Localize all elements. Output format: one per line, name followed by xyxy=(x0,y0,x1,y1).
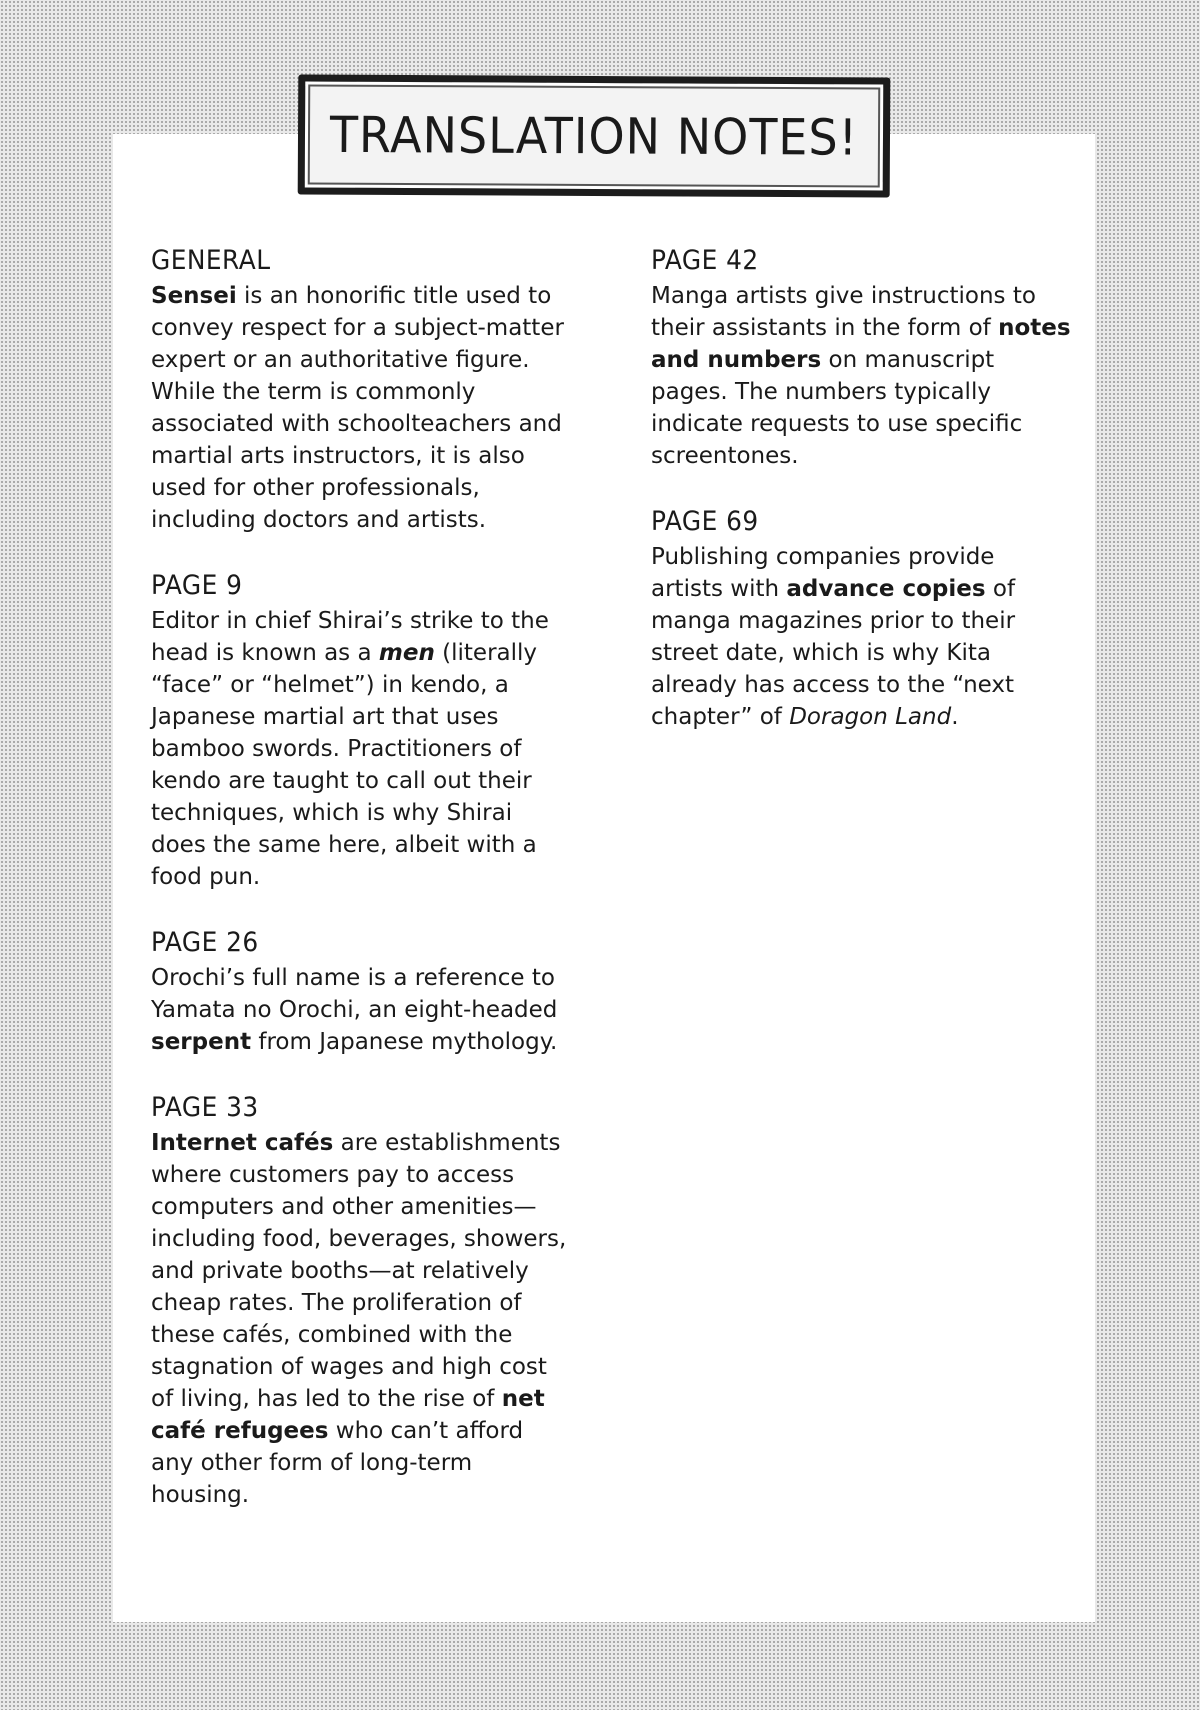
note-heading: PAGE 69 xyxy=(651,506,759,537)
note-section xyxy=(151,926,571,1058)
note-body xyxy=(151,1127,571,1511)
note-text: on manuscript pages. The numbers typically indicate requests to use specific screentones. xyxy=(651,347,1023,469)
note-body xyxy=(651,541,1071,733)
note-body xyxy=(151,962,571,1058)
note-text: (literally “face” or “helmet”) in kendo, a Japanese martial art that uses bamboo swords. Practitioners of kendo are taught to call out their techniques, which is why Shirai does the same here, albeit with a food pun. xyxy=(151,640,538,890)
emphasized-term: men xyxy=(378,640,435,666)
note-text: from Japanese mythology. xyxy=(251,1029,558,1055)
note-text: is an honorific title used to convey respect for a subject-matter expert or an authoritative figure. While the term is commonly associated with schoolteachers and martial arts instructors, it is also used for other professionals, including doctors and artists. xyxy=(151,283,564,533)
page-title: TRANSLATION NOTES! xyxy=(329,105,859,167)
title-box xyxy=(298,74,891,197)
note-text: Orochi’s full name is a reference to Yamata no Orochi, an eight-headed xyxy=(151,965,558,1023)
emphasized-term: Internet cafés xyxy=(151,1130,334,1156)
emphasized-term: notes and numbers xyxy=(651,315,1071,373)
left-column xyxy=(151,244,571,1544)
note-text: Manga artists give instructions to their assistants in the form of xyxy=(651,283,1036,341)
note-text: Publishing companies provide artists with xyxy=(651,544,995,602)
emphasized-term: net café refugees xyxy=(151,1386,545,1444)
note-section xyxy=(651,505,1071,733)
note-section xyxy=(151,244,571,536)
note-text: are establishments where customers pay to access computers and other amenities—including food, beverages, showers, and private booths—at relatively cheap rates. The proliferation of these cafés, combined with the stagnation of wages and high cost of living, has led to the rise of xyxy=(151,1130,567,1412)
note-text: who can’t afford any other form of long-term housing. xyxy=(151,1418,524,1508)
emphasized-term: serpent xyxy=(151,1029,252,1055)
note-heading: PAGE 9 xyxy=(151,570,243,601)
emphasized-term: Doragon Land xyxy=(789,704,952,730)
note-text: of manga magazines prior to their street date, which is why Kita already has access to the “next chapter” of xyxy=(651,576,1016,730)
note-heading: PAGE 42 xyxy=(651,245,759,276)
right-column xyxy=(651,244,1071,766)
note-section xyxy=(651,244,1071,472)
note-heading: PAGE 26 xyxy=(151,927,259,958)
note-text: . xyxy=(951,704,959,730)
emphasized-term: Sensei xyxy=(151,283,237,309)
note-body xyxy=(151,280,571,536)
note-body xyxy=(651,280,1071,472)
emphasized-term: advance copies xyxy=(786,576,986,602)
note-body xyxy=(151,605,571,893)
note-section xyxy=(151,569,571,893)
note-section xyxy=(151,1091,571,1511)
note-text: Editor in chief Shirai’s strike to the head is known as a xyxy=(151,608,549,666)
note-heading: GENERAL xyxy=(151,245,271,276)
note-heading: PAGE 33 xyxy=(151,1092,259,1123)
